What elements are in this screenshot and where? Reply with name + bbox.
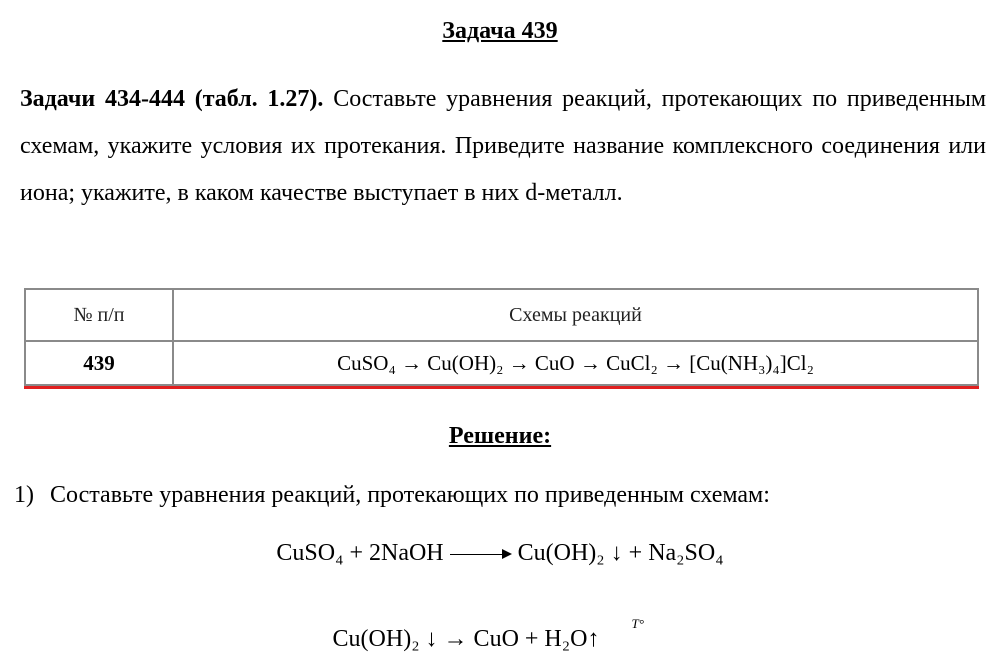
task-label: Задачи 434-444 (табл. 1.27). [20, 86, 324, 112]
row-number: 439 [25, 341, 173, 385]
page-title: Задача 439 [442, 18, 558, 44]
reaction-table [24, 288, 979, 386]
solution-title: Решение: [448, 423, 552, 449]
equation-1-right: Cu(OH)₂ ↓ + Na₂SO₄ [517, 540, 724, 566]
table-row [25, 341, 978, 385]
equation-1 [0, 540, 1000, 567]
step-text: Составьте уравнения реакций, протекающих по приведенным схемам: [50, 482, 770, 508]
row-scheme: CuSO₄ → Cu(OH)₂ → CuO → CuCl₂ → [Cu(NH₃)₄]Cl₂ [173, 341, 978, 385]
table-header-row [25, 289, 978, 341]
equation-1-left: CuSO₄ + 2NaOH [276, 540, 444, 566]
task-statement [20, 76, 986, 217]
task-text: Составьте уравнения реакций, протекающих по приведенным схемам, укажите условия их протекания. Приведите название комплексного соединения или иона; укажите, в каком качестве выступает в них d-металл. [20, 86, 987, 206]
header-number: № п/п [25, 289, 173, 341]
heat-condition: T° [631, 616, 644, 632]
step-number: 1) [14, 482, 34, 508]
header-schemes: Схемы реакций [173, 289, 978, 341]
equation-2 [0, 616, 1000, 653]
step-1 [14, 482, 770, 509]
equation-2-text: Cu(OH)₂ ↓ → CuO + H₂O↑ [332, 626, 600, 652]
